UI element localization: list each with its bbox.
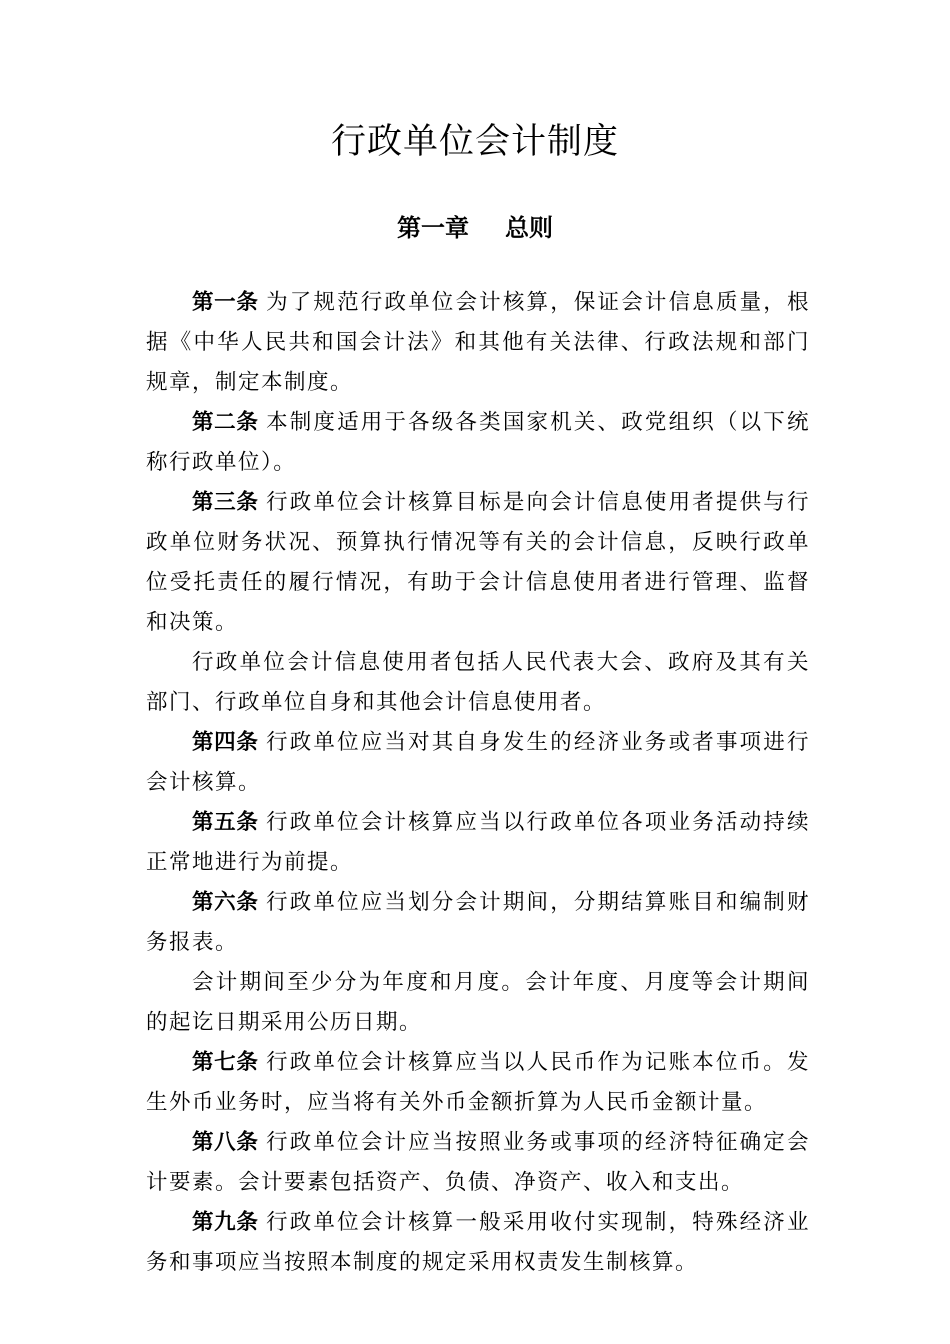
article-1-paragraph xyxy=(146,283,810,403)
article-number: 第九条 xyxy=(192,1210,259,1235)
article-4-paragraph xyxy=(146,723,810,803)
article-text: 行政单位应当划分会计期间，分期结算账目和编制财务报表。 xyxy=(146,890,810,955)
article-number: 第一条 xyxy=(192,290,259,315)
article-number: 第八条 xyxy=(192,1130,259,1155)
article-number: 第五条 xyxy=(192,810,259,835)
article-text: 行政单位会计核算一般采用收付实现制，特殊经济业务和事项应当按照本制度的规定采用权责发生制核算。 xyxy=(146,1210,810,1275)
article-3-paragraph xyxy=(146,483,810,643)
chapter-heading xyxy=(0,210,950,246)
article-text: 行政单位会计核算应当以行政单位各项业务活动持续正常地进行为前提。 xyxy=(146,810,810,875)
article-text: 行政单位会计应当按照业务或事项的经济特征确定会计要素。会计要素包括资产、负债、净资产、收入和支出。 xyxy=(146,1130,810,1195)
article-6-continuation-paragraph xyxy=(146,963,810,1043)
article-text: 行政单位会计核算应当以人民币作为记账本位币。发生外币业务时，应当将有关外币金额折算为人民币金额计量。 xyxy=(146,1050,810,1115)
article-6-paragraph xyxy=(146,883,810,963)
article-3-continuation-paragraph xyxy=(146,643,810,723)
article-text: 为了规范行政单位会计核算，保证会计信息质量，根据《中华人民共和国会计法》和其他有关法律、行政法规和部门规章，制定本制度。 xyxy=(146,290,810,395)
article-number: 第七条 xyxy=(192,1050,259,1075)
article-number: 第六条 xyxy=(192,890,259,915)
article-text: 行政单位会计核算目标是向会计信息使用者提供与行政单位财务状况、预算执行情况等有关的会计信息，反映行政单位受托责任的履行情况，有助于会计信息使用者进行管理、监督和决策。 xyxy=(146,490,810,635)
article-text: 行政单位应当对其自身发生的经济业务或者事项进行会计核算。 xyxy=(146,730,810,795)
article-number: 第四条 xyxy=(192,730,259,755)
paragraph-text: 行政单位会计信息使用者包括人民代表大会、政府及其有关部门、行政单位自身和其他会计信息使用者。 xyxy=(146,650,810,715)
body-text xyxy=(146,283,810,1283)
paragraph-text: 会计期间至少分为年度和月度。会计年度、月度等会计期间的起讫日期采用公历日期。 xyxy=(146,970,810,1035)
document-title: 行政单位会计制度 xyxy=(330,122,619,162)
article-8-paragraph xyxy=(146,1123,810,1203)
article-number: 第三条 xyxy=(192,490,259,515)
article-2-paragraph xyxy=(146,403,810,483)
article-number: 第二条 xyxy=(192,410,259,435)
article-7-paragraph xyxy=(146,1043,810,1123)
article-text: 本制度适用于各级各类国家机关、政党组织（以下统称行政单位）。 xyxy=(146,410,810,475)
article-9-paragraph xyxy=(146,1203,810,1283)
chapter-number: 第一章 xyxy=(397,214,469,242)
chapter-name: 总则 xyxy=(505,214,553,242)
article-5-paragraph xyxy=(146,803,810,883)
